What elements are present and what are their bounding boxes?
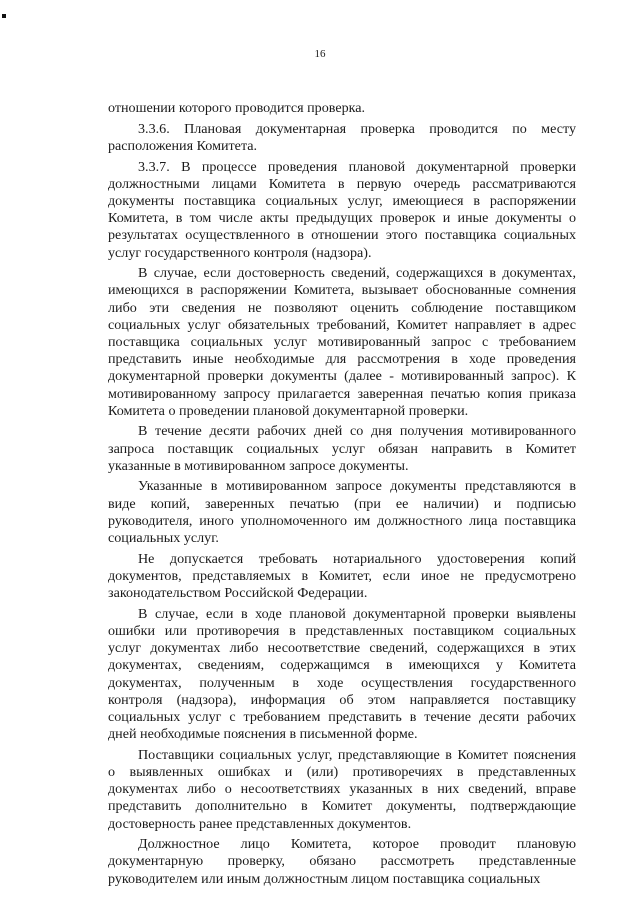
text-line: документах либо о несоответствиях указанных в них сведений, вправе (108, 781, 576, 798)
text-line: услуг документах либо несоответствие сведений, содержащихся в этих (108, 640, 576, 657)
text-line: либо эти сведения не позволяют оценить соблюдение поставщиком (108, 299, 576, 316)
text-line: о выявленных ошибках и (или) противоречиях в представленных (108, 763, 576, 780)
text-line: документах, сведениям, содержащимся в имеющихся у Комитета (108, 657, 576, 674)
text-line: социальных услуг. (108, 530, 219, 546)
text-line: документах, полученным в ходе осуществления государственного (108, 674, 576, 691)
text-line: социальных услуг обязательных требований, Комитет направляет в адрес (108, 316, 576, 333)
paragraph (108, 747, 576, 833)
text-line: имеющихся в распоряжении Комитета, вызывает обоснованные сомнения (108, 282, 576, 299)
text-line: 3.3.7. В процессе проведения плановой документарной проверки (138, 158, 576, 175)
text-line: документы поставщика социальных услуг, имеющиеся в распоряжении (108, 192, 576, 209)
text-line: мотивированному запросу прилагается заверенная печатью копия приказа (108, 385, 576, 402)
text-line: поставщика социальных услуг мотивированный запрос с требованием (108, 333, 576, 350)
page-number: 16 (314, 48, 326, 60)
paragraph (108, 551, 576, 603)
text-line: дней необходимые пояснения в письменной форме. (108, 726, 418, 743)
text-line: Указанные в мотивированном запросе документы представляются в (138, 478, 576, 495)
body-text (108, 100, 576, 891)
text-line: В течение десяти рабочих дней со дня получения мотивированного (138, 423, 576, 440)
paragraph (108, 265, 576, 420)
text-line: услуг государственного контроля (надзора). (108, 244, 372, 261)
text-line: руководителем или иным должностным лицом поставщика социальных (108, 870, 541, 887)
paragraph (108, 606, 576, 744)
text-line: представить дополнительно в Комитет документы, подтверждающие (108, 798, 576, 815)
text-line: Поставщики социальных услуг, представляющие в Комитет пояснения (138, 746, 576, 763)
text-line: запроса поставщик социальных услуг обязан направить в Комитет (108, 440, 576, 457)
text-line: виде копий, заверенных печатью (при ее наличии) и подписью (108, 495, 576, 512)
paragraph (108, 121, 576, 155)
text-line: документарную проверку, обязано рассмотреть представленные (108, 853, 576, 870)
text-line: Должностное лицо Комитета, которое проводит плановую (138, 836, 576, 853)
text-line: руководителя, иного уполномоченного им должностного лица поставщика (108, 512, 576, 529)
paragraph (108, 478, 576, 547)
paragraph-gap (108, 888, 576, 892)
text-line: должностными лицами Комитета в первую очередь рассматриваются (108, 175, 576, 192)
text-line: контроля (надзора), информация об этом направляется поставщику (108, 691, 576, 708)
text-line: указанные в мотивированном запросе документы. (108, 457, 409, 474)
text-line: документов, представляемых в Комитет, если иное не предусмотрено (108, 567, 576, 584)
text-line: Комитета о проведении плановой документарной проверки. (108, 402, 469, 419)
text-line: законодательством Российской Федерации. (108, 585, 368, 602)
text-line: результатах осуществленного в отношении этого поставщика социальных (108, 227, 576, 244)
scan-mark (2, 14, 6, 18)
text-line: 3.3.6. Плановая документарная проверка проводится по месту (138, 120, 576, 137)
text-line: ошибки или противоречия в представленных поставщиком социальных (108, 622, 576, 639)
text-line: достоверность ранее представленных документов. (108, 815, 412, 832)
paragraph (108, 100, 576, 117)
text-line: расположения Комитета. (108, 137, 258, 154)
text-line: В случае, если в ходе плановой документарной проверки выявлены (138, 605, 576, 622)
text-line: Не допускается требовать нотариального удостоверения копий (138, 550, 576, 567)
text-line: социальных услуг с требованием представить в течение десяти рабочих (108, 708, 576, 725)
text-line: отношении которого проводится проверка. (108, 100, 366, 116)
text-line: Комитета, в том числе акты предыдущих проверок и иные документы о (108, 210, 576, 227)
paragraph (108, 423, 576, 475)
paragraph (108, 836, 576, 888)
paragraph (108, 159, 576, 262)
text-line: документарной проверки документы (далее - мотивированный запрос). К (108, 368, 576, 385)
text-line: представить иные необходимые для рассмотрения в ходе проведения (108, 351, 576, 368)
text-line: В случае, если достоверность сведений, содержащихся в документах, (138, 265, 576, 282)
